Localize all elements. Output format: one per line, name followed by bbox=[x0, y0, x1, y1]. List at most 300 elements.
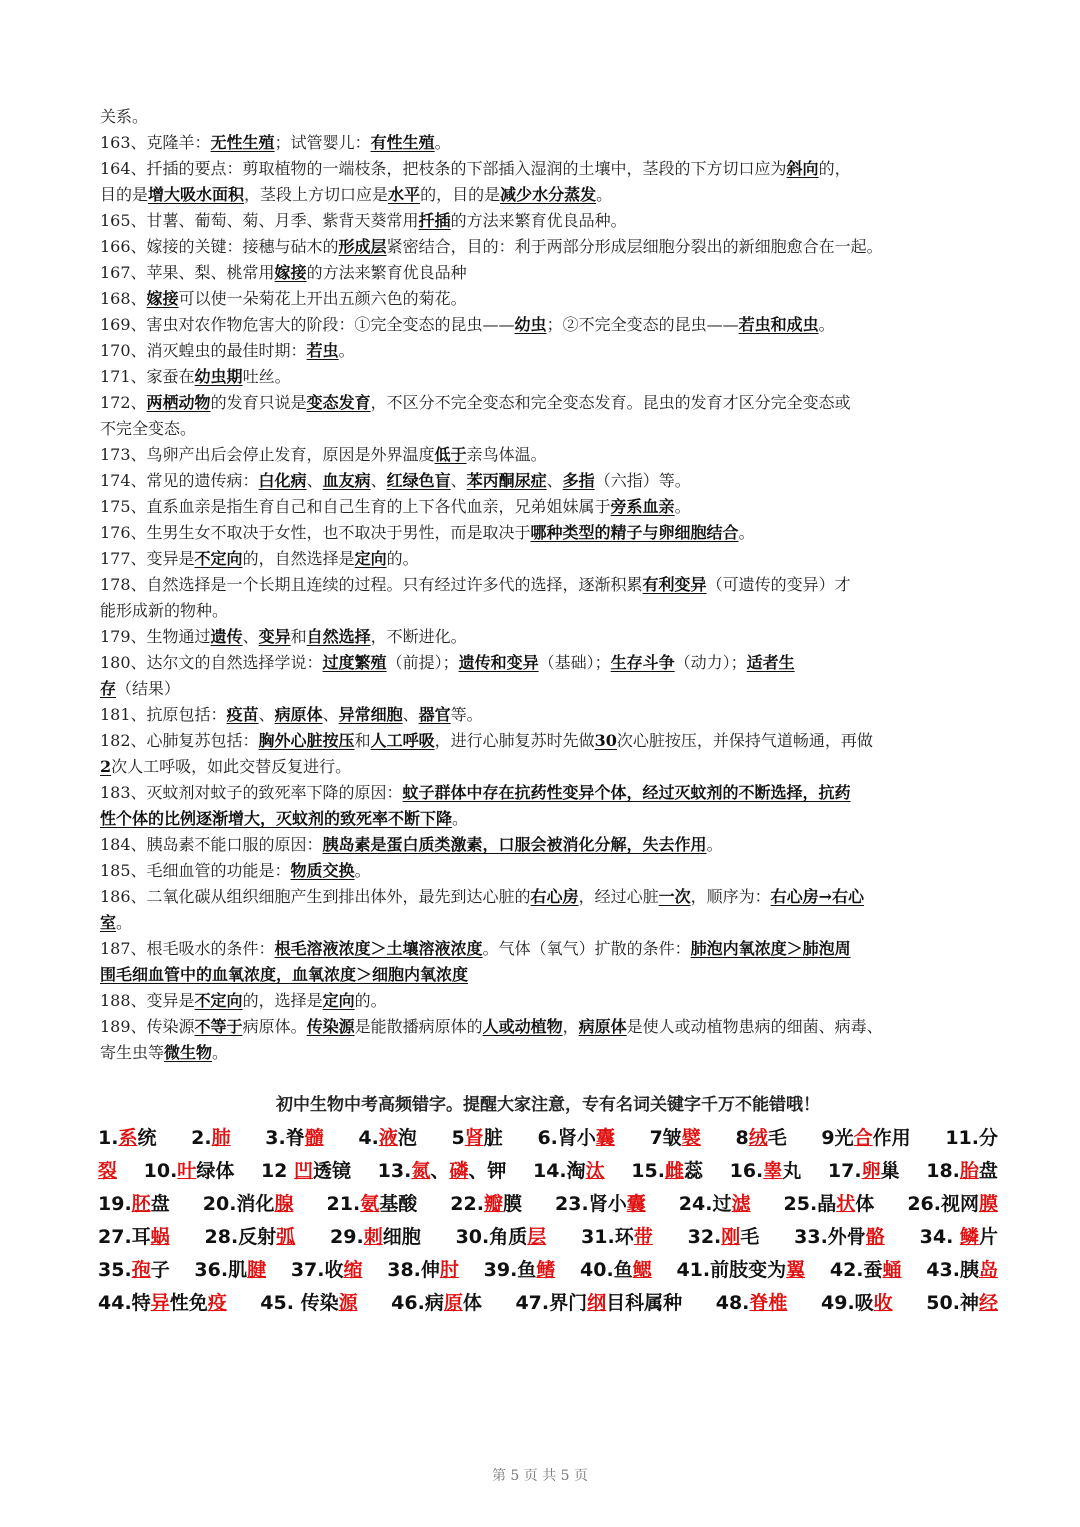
highlighted-char: 骼 bbox=[865, 1226, 885, 1248]
text-segment: 36.肌 bbox=[194, 1259, 248, 1281]
keyword: 低于 bbox=[434, 445, 467, 464]
highlighted-char: 纲 bbox=[587, 1292, 607, 1314]
text-line bbox=[100, 702, 995, 728]
typo-row bbox=[98, 1287, 998, 1320]
keyword: 适者生 bbox=[746, 653, 795, 672]
highlighted-char: 叶 bbox=[177, 1160, 197, 1182]
text-segment: （结果） bbox=[116, 679, 181, 698]
keyword: 胸外心脏按压 bbox=[258, 731, 355, 750]
text-segment: 39.鱼 bbox=[483, 1259, 537, 1281]
text-segment: ，不断进化。 bbox=[370, 627, 467, 646]
keyword: 若虫 bbox=[306, 341, 339, 360]
highlighted-char: 收 bbox=[873, 1292, 893, 1314]
text-segment: 183、灭蚊剂对蚊子的致死率下降的原因： bbox=[100, 783, 403, 802]
text-line bbox=[100, 494, 995, 520]
text-segment: 42.蚕 bbox=[829, 1259, 883, 1281]
text-segment: ，顺序为： bbox=[690, 887, 771, 906]
keyword: 蚊子群体中存在抗药性变异个体，经过灭蚊剂的不断选择，抗药 bbox=[402, 783, 851, 802]
text-segment: 。 bbox=[738, 523, 755, 542]
text-segment: 、 bbox=[546, 471, 563, 490]
text-segment: 174、常见的遗传病： bbox=[100, 471, 259, 490]
keyword: 胰岛素是蛋白质类激素，口服会被消化分解，失去作用 bbox=[322, 835, 707, 854]
text-segment: 是能散播病原体的 bbox=[354, 1017, 483, 1036]
highlighted-char: 孢 bbox=[131, 1259, 151, 1281]
typo-item bbox=[581, 1221, 653, 1254]
text-line bbox=[100, 650, 995, 676]
text-segment: 4. bbox=[358, 1127, 379, 1149]
text-segment: 8 bbox=[735, 1127, 749, 1149]
typo-row bbox=[98, 1254, 998, 1287]
typo-item bbox=[537, 1122, 614, 1155]
text-segment: 179、生物通过 bbox=[100, 627, 211, 646]
text-segment: 膜 bbox=[502, 1193, 522, 1215]
highlighted-char: 蜗 bbox=[150, 1226, 170, 1248]
text-segment: 47.界门 bbox=[515, 1292, 588, 1314]
keyword: 斜向 bbox=[786, 159, 819, 178]
keyword: 物质交换 bbox=[290, 861, 355, 880]
text-line bbox=[100, 598, 995, 624]
keyword: 微生物 bbox=[164, 1043, 213, 1062]
keyword: 不定向 bbox=[194, 549, 243, 568]
text-line bbox=[100, 832, 995, 858]
text-segment: 46.病 bbox=[391, 1292, 444, 1314]
text-segment: 性免 bbox=[169, 1292, 208, 1314]
text-segment: 毛 bbox=[740, 1226, 760, 1248]
text-segment: 。 bbox=[706, 835, 723, 854]
text-segment: 24.过 bbox=[678, 1193, 732, 1215]
highlighted-char: 磷 bbox=[449, 1160, 469, 1182]
text-segment: 1. bbox=[98, 1127, 119, 1149]
text-segment: ；试管婴儿： bbox=[274, 133, 371, 152]
text-segment: 脏 bbox=[483, 1127, 503, 1149]
highlighted-char: 胚 bbox=[131, 1193, 151, 1215]
keyword: 病原体 bbox=[578, 1017, 627, 1036]
keyword: 存 bbox=[100, 679, 117, 698]
typo-item bbox=[261, 1155, 351, 1188]
text-segment: 184、胰岛素不能口服的原因： bbox=[100, 835, 323, 854]
keyword: 水平 bbox=[388, 185, 421, 204]
highlighted-char: 弧 bbox=[276, 1226, 296, 1248]
text-segment: 泡 bbox=[397, 1127, 417, 1149]
text-segment: 目科属种 bbox=[606, 1292, 683, 1314]
highlighted-char: 刺 bbox=[363, 1226, 383, 1248]
keyword: 旁系血亲 bbox=[610, 497, 675, 516]
text-segment: 13. bbox=[377, 1160, 412, 1182]
text-segment: 病原体。 bbox=[242, 1017, 307, 1036]
typo-item bbox=[784, 1188, 875, 1221]
keyword: 室 bbox=[100, 913, 117, 932]
text-segment: 和 bbox=[354, 731, 371, 750]
text-segment: 16. bbox=[729, 1160, 764, 1182]
text-segment: 40.鱼 bbox=[580, 1259, 633, 1281]
text-segment: 166、嫁接的关键：接穗与砧木的 bbox=[100, 237, 339, 256]
highlighted-char: 层 bbox=[527, 1226, 547, 1248]
typo-item bbox=[676, 1254, 805, 1287]
text-segment: ，经过心脏 bbox=[578, 887, 659, 906]
text-segment: 5 bbox=[451, 1127, 465, 1149]
text-line bbox=[100, 468, 995, 494]
typo-item bbox=[828, 1155, 900, 1188]
typo-row bbox=[98, 1221, 998, 1254]
text-segment: ，不区分不完全变态和完全变态发育。昆虫的发育才区分完全变态或 bbox=[370, 393, 851, 412]
text-segment: 10. bbox=[143, 1160, 178, 1182]
text-line bbox=[100, 130, 995, 156]
text-segment: 9光 bbox=[821, 1127, 854, 1149]
typo-row bbox=[98, 1155, 998, 1188]
highlighted-char: 绒 bbox=[748, 1127, 768, 1149]
typo-item bbox=[98, 1287, 227, 1320]
highlighted-char: 刚 bbox=[721, 1226, 741, 1248]
keyword: 白化病 bbox=[258, 471, 307, 490]
text-segment: 178、自然选择是一个长期且连续的过程。只有经过许多代的选择，逐渐积累 bbox=[100, 575, 643, 594]
text-segment: 的方法来繁育优良品种 bbox=[306, 263, 467, 282]
text-segment: 3.脊 bbox=[265, 1127, 305, 1149]
keyword: 肺泡内氧浓度＞肺泡周 bbox=[690, 939, 851, 958]
text-segment: 180、达尔文的自然选择学说： bbox=[100, 653, 323, 672]
text-line bbox=[100, 182, 995, 208]
typo-item bbox=[821, 1287, 893, 1320]
text-segment: 19. bbox=[98, 1193, 132, 1215]
keyword: 若虫和成虫 bbox=[738, 315, 819, 334]
text-segment: 是使人或动植物患病的细菌、病毒、 bbox=[626, 1017, 883, 1036]
text-segment: （基础）； bbox=[538, 653, 611, 672]
typo-item bbox=[730, 1155, 802, 1188]
text-segment: 165、甘薯、葡萄、菊、月季、紫背天葵常用 bbox=[100, 211, 419, 230]
keyword: 性个体的比例逐渐增大，灭蚊剂的致死率不断下降 bbox=[100, 809, 453, 828]
text-line bbox=[100, 234, 995, 260]
text-line bbox=[100, 156, 995, 182]
text-segment: 、 bbox=[402, 705, 419, 724]
text-segment: 34. bbox=[919, 1226, 960, 1248]
text-line bbox=[100, 364, 995, 390]
keyword: 遗传和变异 bbox=[458, 653, 539, 672]
text-line bbox=[100, 312, 995, 338]
highlighted-char: 滤 bbox=[731, 1193, 751, 1215]
text-segment: 50.神 bbox=[926, 1292, 979, 1314]
typo-item bbox=[716, 1287, 788, 1320]
highlighted-char: 岛 bbox=[978, 1259, 998, 1281]
highlighted-char: 雌 bbox=[664, 1160, 684, 1182]
text-segment: 等。 bbox=[450, 705, 483, 724]
text-segment: 巢 bbox=[880, 1160, 900, 1182]
text-segment: 统 bbox=[137, 1127, 157, 1149]
text-line bbox=[100, 260, 995, 286]
text-segment: 6.肾小 bbox=[537, 1127, 596, 1149]
text-segment: 的，选择是 bbox=[242, 991, 323, 1010]
highlighted-char: 肾 bbox=[464, 1127, 484, 1149]
highlighted-char: 鳃 bbox=[632, 1259, 652, 1281]
text-segment: 体 bbox=[855, 1193, 875, 1215]
answer-list bbox=[100, 104, 995, 1066]
text-segment: 、 bbox=[430, 1160, 450, 1182]
text-line bbox=[100, 520, 995, 546]
keyword: 传染源 bbox=[306, 1017, 355, 1036]
keyword: 人或动植物 bbox=[482, 1017, 563, 1036]
text-segment: ，进行心肺复苏时先做 bbox=[434, 731, 595, 750]
typo-item bbox=[830, 1254, 902, 1287]
text-segment: 23.肾小 bbox=[555, 1193, 627, 1215]
keyword: 红绿色盲 bbox=[386, 471, 451, 490]
keyword: 有性生殖 bbox=[370, 133, 435, 152]
highlighted-char: 蛹 bbox=[882, 1259, 902, 1281]
keyword: 定向 bbox=[354, 549, 387, 568]
text-segment: 。 bbox=[818, 315, 835, 334]
text-segment: 26.视网 bbox=[907, 1193, 979, 1215]
highlighted-char: 凹 bbox=[294, 1160, 314, 1182]
keyword: 疫苗 bbox=[226, 705, 259, 724]
text-segment: 181、抗原包括： bbox=[100, 705, 227, 724]
highlighted-char: 状 bbox=[836, 1193, 856, 1215]
text-segment: 17. bbox=[827, 1160, 862, 1182]
typo-item bbox=[794, 1221, 885, 1254]
keyword: 嫁接 bbox=[146, 289, 179, 308]
text-line bbox=[100, 442, 995, 468]
text-segment: 35. bbox=[98, 1259, 132, 1281]
keyword: 形成层 bbox=[338, 237, 387, 256]
text-segment: 20.消化 bbox=[202, 1193, 275, 1215]
text-line bbox=[100, 546, 995, 572]
text-segment: 163、克隆羊： bbox=[100, 133, 211, 152]
highlighted-char: 源 bbox=[338, 1292, 358, 1314]
highlighted-char: 瓣 bbox=[483, 1193, 503, 1215]
text-segment: 32. bbox=[687, 1226, 722, 1248]
text-segment: 167、苹果、梨、桃常用 bbox=[100, 263, 275, 282]
text-segment: 绿体 bbox=[196, 1160, 235, 1182]
highlighted-char: 汰 bbox=[585, 1160, 605, 1182]
highlighted-char: 鳞 bbox=[959, 1226, 979, 1248]
text-segment: 33.外骨 bbox=[794, 1226, 866, 1248]
text-segment: 的。 bbox=[354, 991, 387, 1010]
text-segment: 177、变异是 bbox=[100, 549, 195, 568]
typo-item bbox=[452, 1122, 503, 1155]
keyword: 变异 bbox=[258, 627, 291, 646]
text-line bbox=[100, 572, 995, 598]
highlighted-char: 腱 bbox=[247, 1259, 267, 1281]
text-segment: 15. bbox=[631, 1160, 665, 1182]
typo-item bbox=[98, 1254, 170, 1287]
text-segment: 176、生男生女不取决于女性，也不取决于男性，而是取决于 bbox=[100, 523, 531, 542]
page-footer: 第 5 页 共 5 页 bbox=[491, 1468, 589, 1484]
keyword: 右心房 bbox=[530, 887, 579, 906]
text-line bbox=[100, 728, 995, 754]
typo-item bbox=[191, 1122, 230, 1155]
text-segment: 子 bbox=[150, 1259, 170, 1281]
text-segment: ， bbox=[562, 1017, 579, 1036]
text-segment: 的，目的是 bbox=[420, 185, 501, 204]
typo-item bbox=[98, 1188, 170, 1221]
text-segment: 的方法来繁育优良品种。 bbox=[450, 211, 627, 230]
typo-item bbox=[515, 1287, 682, 1320]
typo-item bbox=[555, 1188, 646, 1221]
text-segment: 盘 bbox=[150, 1193, 170, 1215]
text-segment: 21. bbox=[326, 1193, 361, 1215]
keyword: 嫁接 bbox=[274, 263, 307, 282]
keyword: 异常细胞 bbox=[338, 705, 403, 724]
text-segment: 。 bbox=[674, 497, 691, 516]
typo-item bbox=[580, 1254, 652, 1287]
text-segment: 体 bbox=[462, 1292, 482, 1314]
highlighted-char: 胎 bbox=[959, 1160, 979, 1182]
keyword: 过度繁殖 bbox=[322, 653, 387, 672]
text-segment: 。 bbox=[596, 185, 613, 204]
text-segment: 38.伸 bbox=[387, 1259, 440, 1281]
text-line bbox=[100, 962, 995, 988]
keyword: 两栖动物 bbox=[146, 393, 211, 412]
text-segment: 185、毛细血管的功能是： bbox=[100, 861, 291, 880]
typo-item bbox=[945, 1122, 998, 1155]
typo-item bbox=[821, 1122, 910, 1155]
text-line bbox=[100, 286, 995, 312]
text-segment: 18. bbox=[926, 1160, 960, 1182]
text-segment: 168、 bbox=[100, 289, 147, 308]
typo-item bbox=[144, 1155, 235, 1188]
keyword: 幼虫 bbox=[514, 315, 547, 334]
typo-item bbox=[679, 1188, 751, 1221]
keyword: 增大吸水面积 bbox=[148, 185, 245, 204]
highlighted-char: 髓 bbox=[304, 1127, 324, 1149]
typo-section-title: 初中生物中考高频错字。提醒大家注意，专有名词关键字千万不能错哦！ bbox=[276, 1095, 820, 1115]
text-segment: 次人工呼吸，如此交替反复进行。 bbox=[111, 757, 352, 776]
typo-item bbox=[205, 1221, 296, 1254]
highlighted-char: 缩 bbox=[343, 1259, 363, 1281]
text-segment: 44.特 bbox=[98, 1292, 151, 1314]
typo-item bbox=[98, 1221, 170, 1254]
text-segment: 的，自然选择是 bbox=[242, 549, 355, 568]
typo-item bbox=[203, 1188, 294, 1221]
text-segment: 、 bbox=[242, 627, 259, 646]
text-segment: 31.环 bbox=[581, 1226, 634, 1248]
typo-item bbox=[260, 1287, 357, 1320]
text-segment: 188、变异是 bbox=[100, 991, 195, 1010]
typo-item bbox=[926, 1254, 998, 1287]
keyword: 有利变异 bbox=[642, 575, 707, 594]
text-segment: 172、 bbox=[100, 393, 147, 412]
text-segment: 不完全变态。 bbox=[100, 419, 197, 438]
text-line bbox=[100, 884, 995, 910]
text-segment: 37.收 bbox=[290, 1259, 344, 1281]
typo-row bbox=[98, 1188, 998, 1221]
highlighted-char: 氨 bbox=[360, 1193, 380, 1215]
text-segment: 41.前肢变为 bbox=[676, 1259, 787, 1281]
keyword: 变态发育 bbox=[306, 393, 371, 412]
typo-item bbox=[926, 1155, 998, 1188]
text-segment: 毛 bbox=[767, 1127, 787, 1149]
text-segment: （动力）； bbox=[674, 653, 747, 672]
keyword: 2 bbox=[100, 757, 112, 776]
typo-item bbox=[456, 1221, 547, 1254]
typo-item bbox=[387, 1254, 459, 1287]
keyword: 根毛溶液浓度＞土壤溶液浓度 bbox=[274, 939, 483, 958]
text-segment: 、 bbox=[450, 471, 467, 490]
text-segment: ，茎段上方切口应是 bbox=[244, 185, 389, 204]
highlighted-char: 囊 bbox=[595, 1127, 615, 1149]
typo-item bbox=[391, 1287, 482, 1320]
text-segment: 29. bbox=[330, 1226, 364, 1248]
text-segment: 目的是 bbox=[100, 185, 149, 204]
highlighted-char: 卵 bbox=[861, 1160, 881, 1182]
text-line bbox=[100, 936, 995, 962]
highlighted-char: 膜 bbox=[978, 1193, 998, 1215]
text-segment: 次心脏按压，并保持气道畅通，再做 bbox=[616, 731, 873, 750]
typo-item bbox=[650, 1122, 701, 1155]
highlighted-char: 肺 bbox=[211, 1127, 231, 1149]
keyword: 生存斗争 bbox=[610, 653, 675, 672]
text-segment: 作用 bbox=[872, 1127, 911, 1149]
typo-item bbox=[450, 1188, 522, 1221]
keyword: 定向 bbox=[322, 991, 355, 1010]
keyword: 器官 bbox=[418, 705, 451, 724]
keyword: 不等于 bbox=[194, 1017, 243, 1036]
text-line bbox=[100, 1040, 995, 1066]
text-segment: 。 bbox=[338, 341, 355, 360]
typo-item bbox=[378, 1155, 507, 1188]
text-segment: 盘 bbox=[978, 1160, 998, 1182]
text-line bbox=[100, 910, 995, 936]
text-segment: 2. bbox=[191, 1127, 212, 1149]
text-line bbox=[100, 676, 995, 702]
text-segment: 紧密结合，目的：利于两部分形成层细胞分裂出的新细胞愈合在一起。 bbox=[386, 237, 883, 256]
typo-section bbox=[98, 1092, 998, 1320]
highlighted-char: 腺 bbox=[274, 1193, 294, 1215]
text-segment: 169、害虫对农作物危害大的阶段：①完全变态的昆虫—— bbox=[100, 315, 515, 334]
text-segment: 187、根毛吸水的条件： bbox=[100, 939, 275, 958]
highlighted-char: 带 bbox=[633, 1226, 653, 1248]
text-segment: 12 bbox=[260, 1160, 294, 1182]
highlighted-char: 合 bbox=[853, 1127, 873, 1149]
text-segment: 。 bbox=[452, 809, 469, 828]
text-line bbox=[100, 338, 995, 364]
highlighted-char: 裂 bbox=[98, 1160, 118, 1182]
highlighted-char: 翼 bbox=[786, 1259, 806, 1281]
text-segment: 片 bbox=[978, 1226, 998, 1248]
text-segment: 171、家蚕在 bbox=[100, 367, 195, 386]
text-segment: 189、传染源 bbox=[100, 1017, 195, 1036]
typo-item bbox=[98, 1122, 156, 1155]
highlighted-char: 液 bbox=[378, 1127, 398, 1149]
text-segment: 49.吸 bbox=[821, 1292, 874, 1314]
text-segment: 30.角质 bbox=[455, 1226, 528, 1248]
keyword: 自然选择 bbox=[306, 627, 371, 646]
typo-item bbox=[533, 1155, 605, 1188]
text-segment: 173、鸟卵产出后会停止发育，原因是外界温度 bbox=[100, 445, 435, 464]
highlighted-char: 异 bbox=[150, 1292, 170, 1314]
highlighted-char: 脊椎 bbox=[749, 1292, 788, 1314]
text-segment: （前提）； bbox=[386, 653, 459, 672]
text-segment: 亲鸟体温。 bbox=[466, 445, 547, 464]
text-line bbox=[100, 858, 995, 884]
text-segment: 、 bbox=[306, 471, 323, 490]
typo-item bbox=[907, 1188, 998, 1221]
text-line bbox=[100, 988, 995, 1014]
highlighted-char: 襞 bbox=[681, 1127, 701, 1149]
text-segment: 吐丝。 bbox=[242, 367, 291, 386]
text-line bbox=[100, 416, 995, 442]
keyword: 不定向 bbox=[194, 991, 243, 1010]
text-segment: 22. bbox=[450, 1193, 484, 1215]
typo-item bbox=[688, 1221, 760, 1254]
keyword: 扦插 bbox=[418, 211, 451, 230]
text-segment: 、 bbox=[258, 705, 275, 724]
highlighted-char: 经 bbox=[978, 1292, 998, 1314]
text-segment: 。 bbox=[116, 913, 133, 932]
highlighted-char: 原 bbox=[443, 1292, 463, 1314]
highlighted-char: 鳍 bbox=[536, 1259, 556, 1281]
text-segment: 182、心肺复苏包括： bbox=[100, 731, 259, 750]
text-segment: 的。 bbox=[386, 549, 419, 568]
text-segment: 、 bbox=[322, 705, 339, 724]
keyword: 人工呼吸 bbox=[370, 731, 435, 750]
typo-item bbox=[194, 1254, 266, 1287]
